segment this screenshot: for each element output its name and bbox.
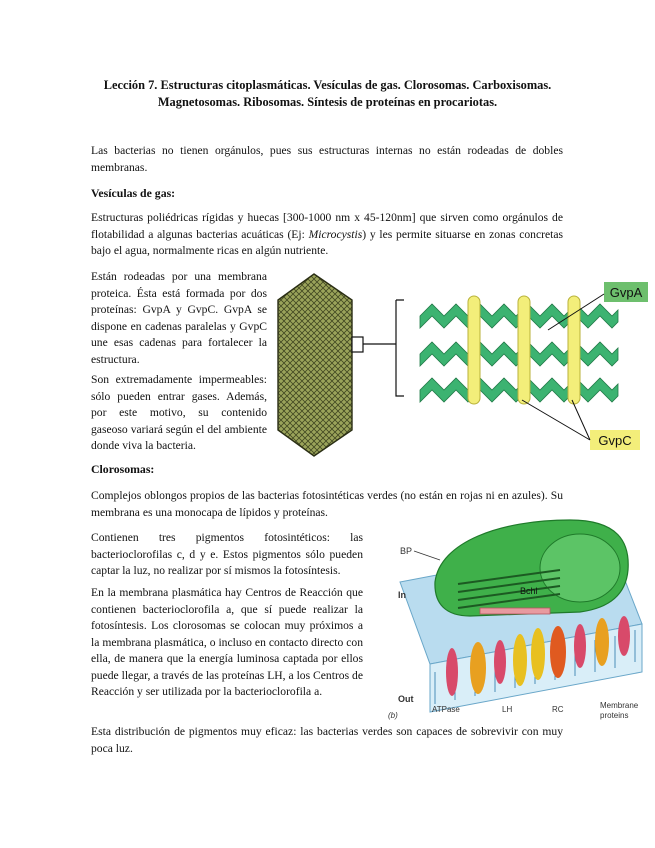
gas-vesicles-paragraph-1 [91, 210, 563, 260]
chlorosome-diagram [380, 512, 650, 724]
lh-protein-2 [531, 628, 545, 680]
label-membrane-proteins-1: Membrane [600, 701, 639, 710]
protein-orange [595, 618, 609, 666]
lesson-title-line-1: Lección 7. Estructuras citoplasmáticas. Vesículas de gas. Clorosomas. Carboxisomas. [103, 78, 552, 92]
gas-vesicles-p1-tail: ) y les permite situarse en zonas concretas bajo el agua, normalmente ricas en algún nutriente. [91, 227, 563, 257]
chlorosomes-paragraph-4: Esta distribución de pigmentos muy eficaz: las bacterias verdes son capaces de sobrevivir con muy poca luz. [91, 725, 563, 755]
gas-vesicle-diagram [272, 270, 648, 460]
label-rc: RC [552, 705, 564, 714]
protein-red-1 [446, 648, 458, 696]
protein-red-4 [618, 616, 630, 656]
label-membrane-proteins-2: proteins [600, 711, 629, 720]
label-lh: LH [502, 705, 513, 714]
label-out: Out [398, 694, 414, 704]
chlorosome-end [540, 534, 620, 602]
protein-red-2 [494, 640, 506, 684]
gvpc-rod-1 [468, 296, 480, 404]
label-bp: BP [400, 546, 413, 556]
vesicle-hexagon-shape [278, 274, 352, 456]
gas-vesicles-heading: Vesículas de gas: [91, 186, 176, 200]
lesson-title-line-2: Magnetosomas. Ribosomas. Síntesis de proteínas en procariotas. [157, 95, 498, 109]
gvpa-label: GvpA [609, 285, 643, 300]
chlorosomes-paragraph-2: Contienen tres pigmentos fotosintéticos: las bacterioclorofilas c, d y e. Estos pigmentos sólo pueden captar la luz, no realizar por sí mismos la fotosíntesis. [91, 531, 363, 577]
chlorosomes-paragraph-3: En la membrana plasmática hay Centros de Reacción que contienen bacterioclorofila a, que sí puede realizar la fotosíntesis. Los clorosomas se colocan muy próximos a la membrana plasmática, o incluso en contacto directo con ella, de manera que la energía luminosa captada por ellos puede llegar, a través de las proteínas LH, a los Centros de Reacción y ser utilizada por la bacterioclorofila a. [91, 586, 363, 698]
connector-box [352, 337, 363, 352]
label-bchl: Bchl [520, 586, 538, 596]
gvpc-label: GvpC [598, 433, 632, 448]
bp-pointer [414, 551, 440, 560]
gas-vesicles-paragraph-2: Están rodeadas por una membrana proteica. Ésta está formada por dos proteínas: GvpA y GvpC. GvpA se dispone en cadenas paralelas y GvpC une esas cadenas para fortalecer la estructura. [91, 270, 267, 366]
chlorosomes-heading: Clorosomas: [91, 462, 155, 476]
intro-paragraph: Las bacterias no tienen orgánulos, pues sus estructuras internas no están rodeadas de dobles membranas. [91, 144, 563, 174]
atpase-protein [470, 642, 486, 694]
label-b: (b) [388, 711, 398, 720]
bracket [396, 300, 404, 396]
gvpc-pointers [522, 400, 590, 440]
gvpc-rod-2 [518, 296, 530, 404]
label-in: In [398, 590, 406, 600]
chlorosomes-paragraph-1: Complejos oblongos propios de las bacterias fotosintéticas verdes (no están en rojas ni en azules). Su membrana es una monocapa de lípidos y proteínas. [91, 489, 563, 519]
protein-red-3 [574, 624, 586, 668]
gas-vesicles-p1-text: Estructuras poliédricas rígidas y huecas [300-1000 nm x 45-120nm] que sirven como orgánulos de flotabilidad a algunas bacterias acuáticas (Ej: [91, 211, 563, 241]
lh-protein-1 [513, 634, 527, 686]
label-atpase: ATPase [432, 705, 460, 714]
baseplate [480, 608, 550, 614]
rc-protein [550, 626, 566, 678]
gvpc-rod-3 [568, 296, 580, 404]
gas-vesicles-paragraph-3: Son extremadamente impermeables: sólo pueden entrar gases. Además, por este motivo, su contenido gaseoso variará según el del ambiente donde viva la bacteria. [91, 373, 267, 452]
microcystis-term: Microcystis [308, 227, 363, 241]
